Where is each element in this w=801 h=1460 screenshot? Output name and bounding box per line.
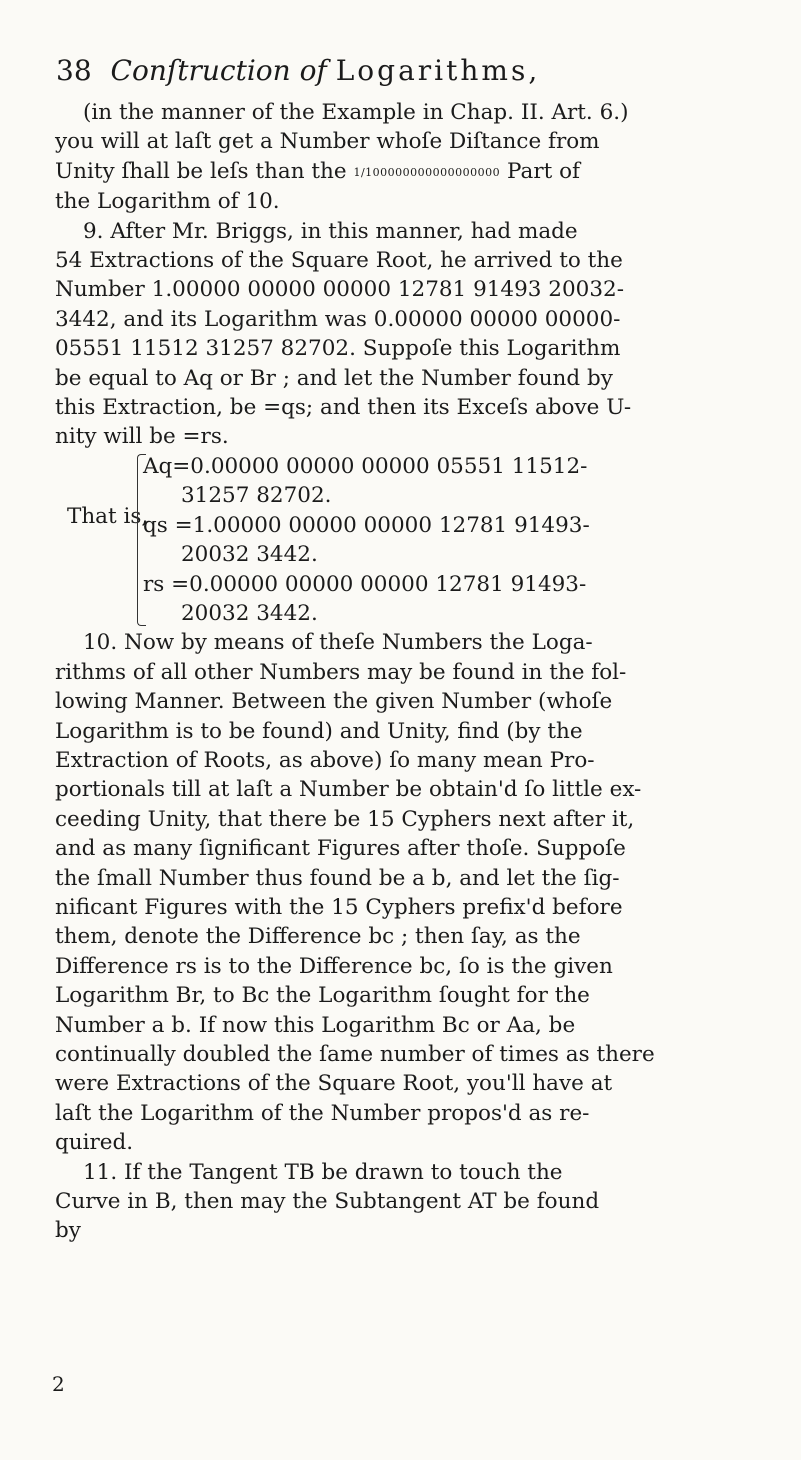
fraction: 1/100000000000000000 <box>353 165 501 179</box>
text-line: 54 Extractions of the Square Root, he arrived to the <box>55 248 623 274</box>
running-header <box>56 54 746 88</box>
catchword: by <box>55 1218 81 1244</box>
text-segment: Unity ſhall be leſs than the <box>55 158 347 184</box>
text-line: Curve in B, then may the Subtangent AT be found <box>55 1189 600 1215</box>
equation-line: Aq=0.00000 00000 00000 05551 11512- <box>143 453 588 479</box>
text-line: Logarithm Br, to Bc the Logarithm ſought for the <box>55 983 590 1009</box>
text-line <box>55 157 755 187</box>
text-line: the Logarithm of 10. <box>55 189 280 215</box>
text-line: 3442, and its Logarithm was 0.00000 00000 00000- <box>55 306 621 332</box>
running-title-caps: Logarithms, <box>335 54 541 87</box>
text-line: them, denote the Difference bc ; then ſay, as the <box>55 924 581 950</box>
that-is-label: That is, <box>67 503 149 529</box>
equation-block <box>55 452 755 628</box>
text-line: Extraction of Roots, as above) ſo many mean Pro- <box>55 747 595 773</box>
paragraph-9 <box>55 217 755 452</box>
running-title-italic: Conſtruction of <box>110 54 327 87</box>
text-line: 10. Now by means of theſe Numbers the Loga- <box>83 630 593 656</box>
body-text <box>55 98 755 1246</box>
equation-line: qs =1.00000 00000 00000 12781 91493- <box>143 512 590 538</box>
text-line: Difference rs is to the Difference bc, ſo is the given <box>55 953 613 979</box>
text-line: continually doubled the ſame number of times as there <box>55 1042 655 1067</box>
text-line: 11. If the Tangent TB be drawn to touch the <box>83 1159 563 1185</box>
text-line: portionals till at laſt a Number be obtain'd ſo little ex- <box>55 777 642 803</box>
text-line: be equal to Aq or Br ; and let the Number found by <box>55 365 613 391</box>
text-line: 9. After Mr. Briggs, in this manner, had made <box>83 218 578 244</box>
equation-line: 31257 82702. <box>181 483 332 509</box>
text-line: nificant Figures with the 15 Cyphers prefix'd before <box>55 894 623 920</box>
text-line: nity will be =rs. <box>55 424 229 450</box>
text-line: were Extractions of the Square Root, you'll have at <box>55 1071 613 1097</box>
text-line: the ſmall Number thus found be a b, and let the ſig- <box>55 865 620 891</box>
text-line: you will at laſt get a Number whoſe Diſtance from <box>55 129 600 155</box>
text-line: Number a b. If now this Logarithm Bc or Aa, be <box>55 1012 576 1038</box>
paragraph-8-continued <box>55 98 755 217</box>
equation-line: rs =0.00000 00000 00000 12781 91493- <box>143 571 587 597</box>
text-line: this Extraction, be =qs; and then its Exceſs above U- <box>55 395 632 421</box>
equation-line: 20032 3442. <box>181 600 318 626</box>
paragraph-11 <box>55 1158 755 1246</box>
left-brace <box>137 454 146 626</box>
text-line: lowing Manner. Between the given Number (whoſe <box>55 689 613 715</box>
page-number: 38 <box>56 54 92 87</box>
text-line: laſt the Logarithm of the Number propos'd as re- <box>55 1100 590 1126</box>
text-line: rithms of all other Numbers may be found in the fol- <box>55 659 627 685</box>
text-line: ceeding Unity, that there be 15 Cyphers next after it, <box>55 806 635 832</box>
signature-mark: 2 <box>52 1372 65 1396</box>
text-line: Number 1.00000 00000 00000 12781 91493 20032- <box>55 277 624 303</box>
text-line: and as many ſignificant Figures after thoſe. Suppoſe <box>55 836 626 862</box>
text-line: Logarithm is to be found) and Unity, find (by the <box>55 718 583 744</box>
paragraph-10 <box>55 628 755 1157</box>
text-line: quired. <box>55 1130 134 1156</box>
equation-line: 20032 3442. <box>181 542 318 568</box>
text-line: 05551 11512 31257 82702. Suppoſe this Logarithm <box>55 336 621 362</box>
text-segment: Part of <box>507 158 580 184</box>
text-line: (in the manner of the Example in Chap. II. Art. 6.) <box>83 100 629 125</box>
